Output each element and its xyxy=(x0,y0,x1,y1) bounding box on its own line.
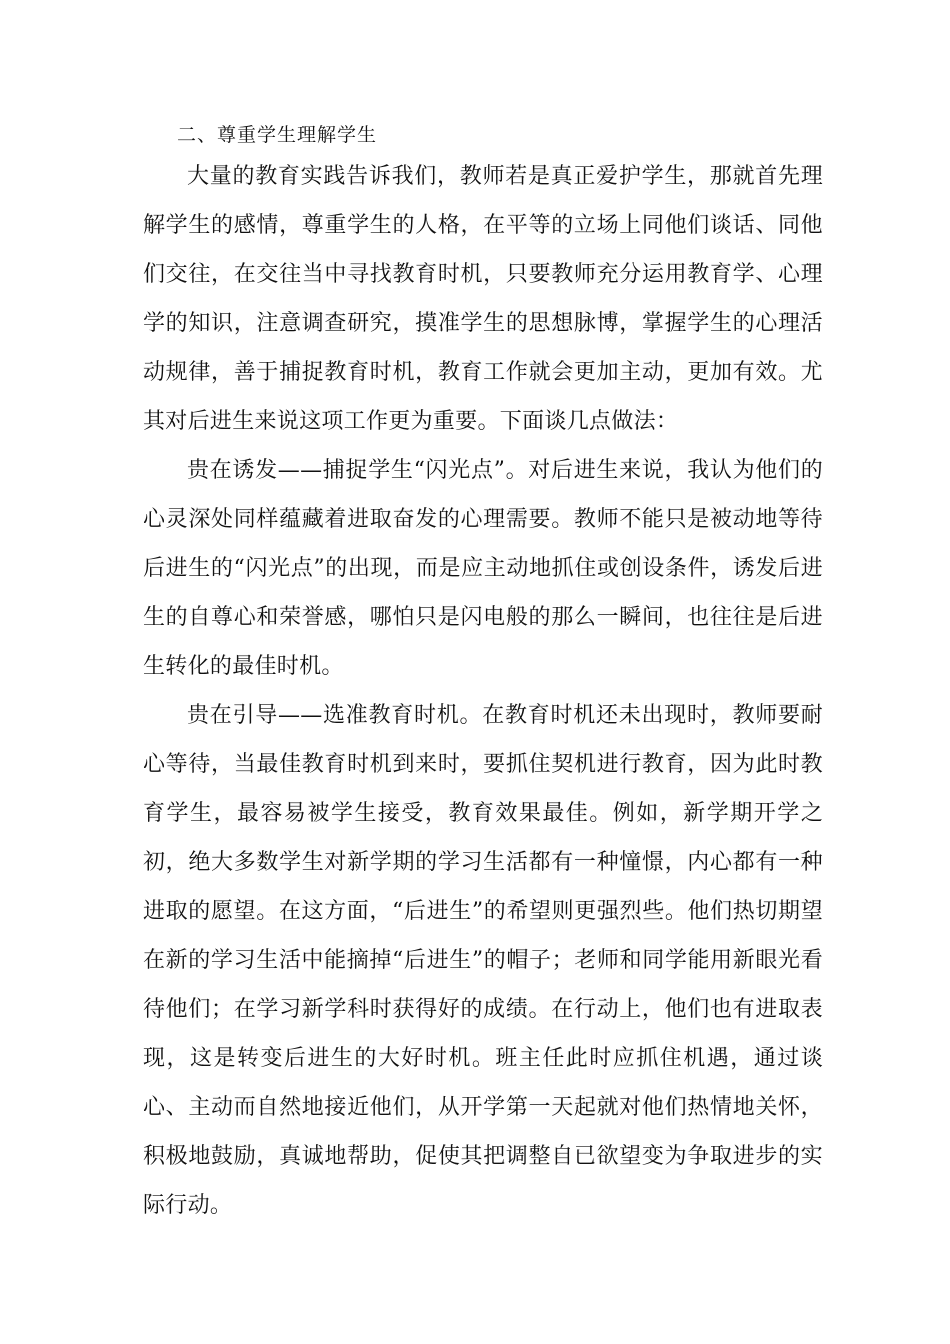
section-heading: 二、尊重学生理解学生 xyxy=(177,124,378,146)
paragraph-inspire: 贵在诱发——捕捉学生“闪光点”。对后进生来说，我认为他们的心灵深处同样蕴藏着进取奋发的心理需要。教师不能只是被动地等待后进生的“闪光点”的出现，而是应主动地抓住或创设条件，诱发后进生的自尊心和荣誉感，哪怕只是闪电般的那么一瞬间，也往往是后进生转化的最佳时机。 xyxy=(143,458,823,679)
paragraph-intro: 大量的教育实践告诉我们，教师若是真正爱护学生，那就首先理解学生的感情，尊重学生的人格，在平等的立场上同他们谈话、同他们交往，在交往当中寻找教育时机，只要教师充分运用教育学、心理学的知识，注意调查研究，摸准学生的思想脉博，掌握学生的心理活动规律，善于捕捉教育时机，教育工作就会更加主动，更加有效。尤其对后进生来说这项工作更为重要。下面谈几点做法： xyxy=(143,164,823,434)
document-page xyxy=(143,118,823,1230)
paragraph-guide: 贵在引导——选准教育时机。在教育时机还未出现时，教师要耐心等待，当最佳教育时机到来时，要抓住契机进行教育，因为此时教育学生，最容易被学生接受，教育效果最佳。例如，新学期开学之初，绝大多数学生对新学期的学习生活都有一种憧憬，内心都有一种进取的愿望。在这方面，“后进生”的希望则更强烈些。他们热切期望在新的学习生活中能摘掉“后进生”的帽子；老师和同学能用新眼光看待他们；在学习新学科时获得好的成绩。在行动上，他们也有进取表现，这是转变后进生的大好时机。班主任此时应抓住机遇，通过谈心、主动而自然地接近他们，从开学第一天起就对他们热情地关怀，积极地鼓励，真诚地帮助，促使其把调整自已欲望变为争取进步的实际行动。 xyxy=(143,703,823,1218)
